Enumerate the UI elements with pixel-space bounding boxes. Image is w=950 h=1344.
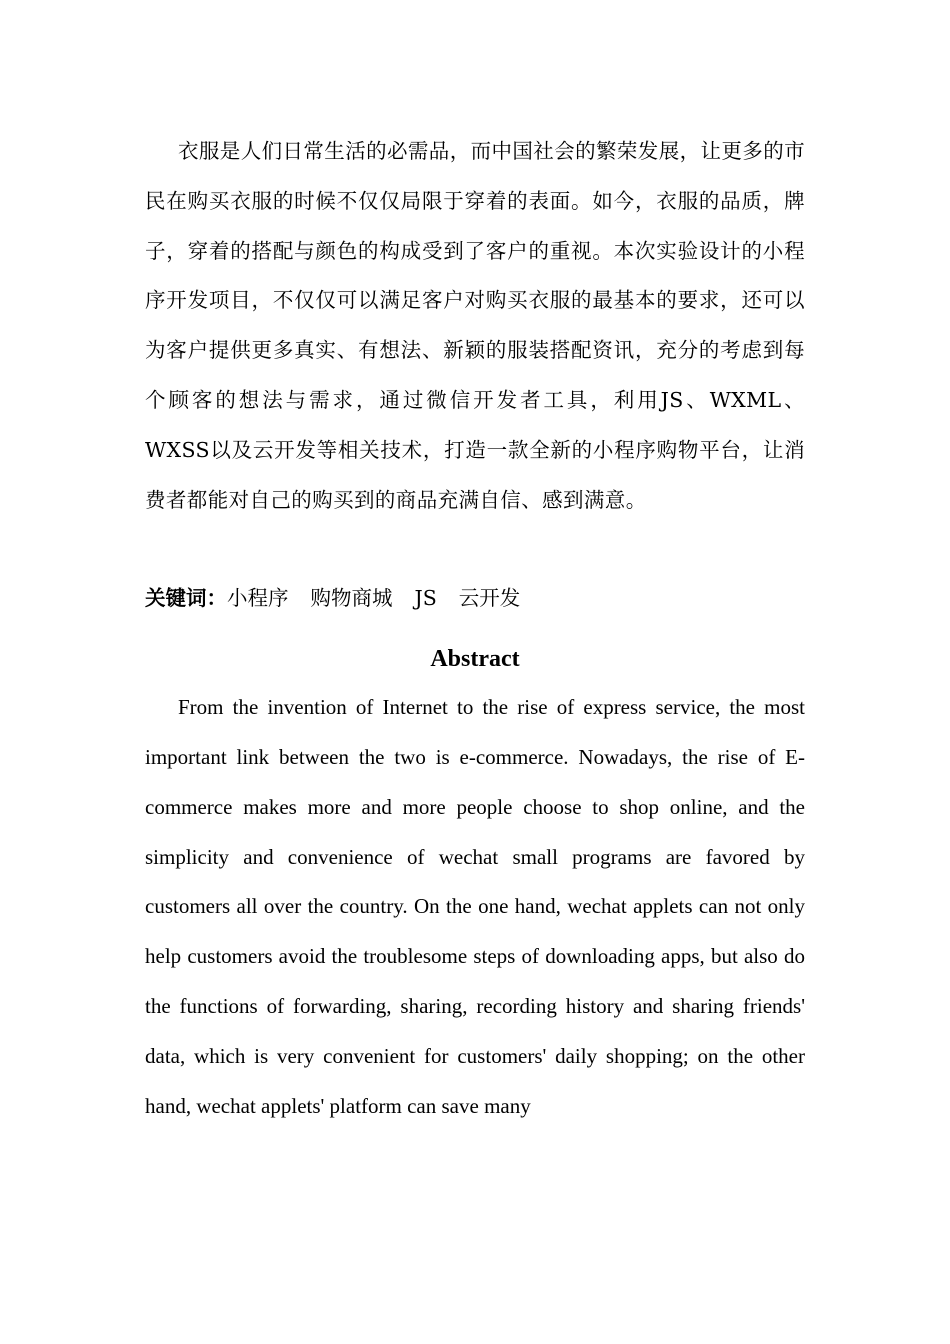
keywords-label: 关键词： (145, 586, 227, 611)
keyword-item: 小程序 (227, 586, 289, 611)
keyword-item: JS (414, 586, 437, 611)
page-content (145, 127, 805, 1131)
english-abstract-paragraph: From the invention of Internet to the rise of express service, the most important link between the two is e-commerce. Nowadays, the rise of E-commerce makes more and more people choose to shop online, and the simplicity and convenience of wechat small programs are favored by customers all over the country. On the one hand, wechat applets can not only help customers avoid the troublesome steps of downloading apps, but also do the functions of forwarding, sharing, recording history and sharing friends' data, which is very convenient for customers' daily shopping; on the other hand, wechat applets' platform can save many (145, 695, 805, 1118)
keyword-item: 购物商城 (310, 586, 393, 611)
keyword-item: 云开发 (458, 586, 521, 611)
keywords-line (145, 574, 805, 624)
abstract-heading: Abstract (430, 646, 520, 673)
keywords-list (227, 586, 542, 610)
chinese-abstract-paragraph: 衣服是人们日常生活的必需品，而中国社会的繁荣发展，让更多的市民在购买衣服的时候不仅仅局限于穿着的表面。如今，衣服的品质，牌子，穿着的搭配与颜色的构成受到了客户的重视。本次实验设计的小程序开发项目，不仅仅可以满足客户对购买衣服的最基本的要求，还可以为客户提供更多真实、有想法、新颖的服装搭配资讯，充分的考虑到每个顾客的想法与需求，通过微信开发者工具，利用JS、WXML、WXSS以及云开发等相关技术，打造一款全新的小程序购物平台，让消费者都能对自己的购买到的商品充满自信、感到满意。 (145, 139, 805, 512)
